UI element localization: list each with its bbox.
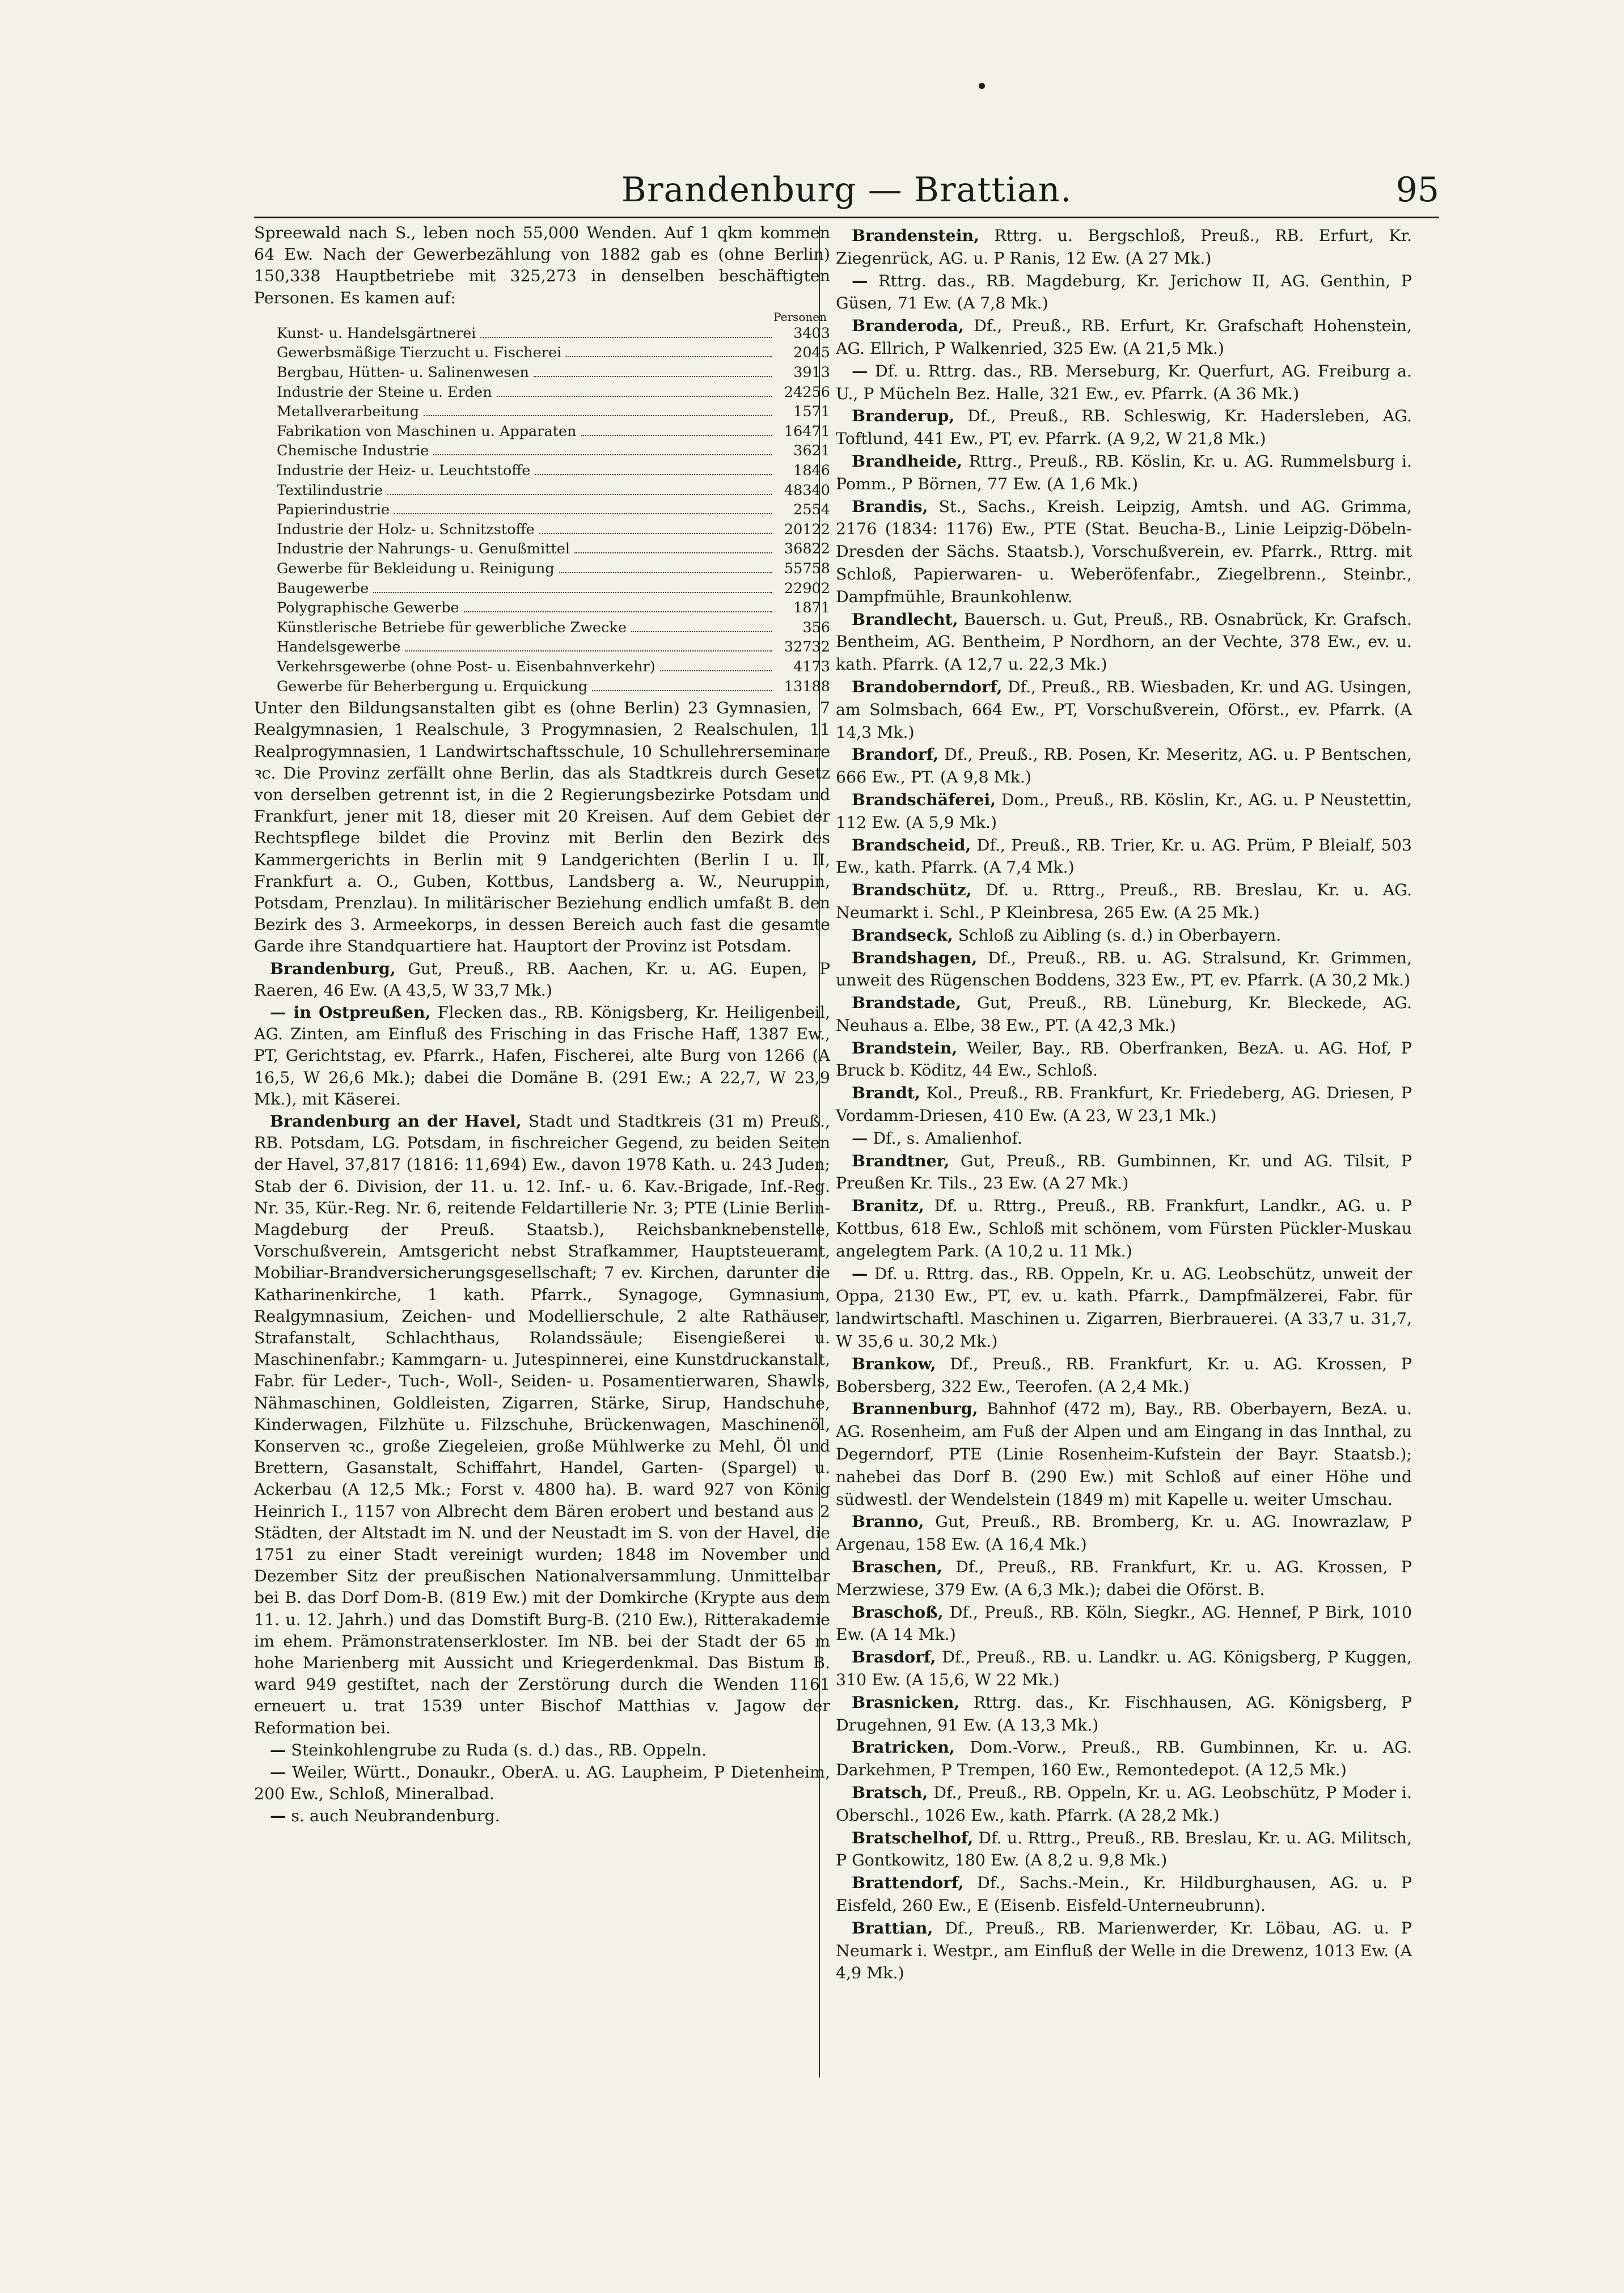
gazetteer-entry bbox=[836, 405, 1412, 450]
gazetteer-entry bbox=[836, 924, 1412, 947]
stats-value: 20122 bbox=[784, 521, 830, 538]
entry-text: Df., s. Amalienhof. bbox=[868, 1128, 1022, 1148]
stats-row bbox=[254, 402, 830, 422]
dot-leader bbox=[480, 337, 772, 338]
entry-text: Schloß zu Aibling (s. d.) in Oberbayern. bbox=[953, 925, 1282, 945]
stats-label: Industrie der Nahrungs- u. Genußmittel bbox=[277, 540, 570, 558]
entry-headword: Brandlecht, bbox=[852, 609, 958, 629]
gazetteer-entry bbox=[836, 1917, 1412, 1985]
stats-label: Industrie der Steine u. Erden bbox=[277, 383, 492, 401]
stats-row bbox=[254, 520, 830, 540]
gazetteer-entry bbox=[836, 1263, 1412, 1353]
gazetteer-entry bbox=[836, 270, 1412, 315]
entry-headword: Brandoberndorf, bbox=[852, 676, 1003, 696]
stats-label: Textilindustrie bbox=[277, 481, 383, 499]
dot-leader bbox=[464, 611, 772, 612]
header-rule bbox=[254, 217, 1439, 218]
gazetteer-entry bbox=[836, 1082, 1412, 1127]
entry-text: Rttrg. das., Kr. Fischhausen, AG. Königsberg, P Drugehnen, 91 Ew. (A 13,3 Mk.) bbox=[836, 1693, 1412, 1734]
dot-leader bbox=[566, 356, 772, 357]
stats-row bbox=[254, 441, 830, 461]
employment-table bbox=[254, 310, 830, 696]
entry-headword: Brandenburg an der Havel, bbox=[270, 1111, 522, 1131]
gazetteer-entry bbox=[836, 947, 1412, 992]
entry-text: Weiler, Bay., RB. Oberfranken, BezA. u. AG. Hof, P Bruck b. Köditz, 44 Ew., Schloß. bbox=[836, 1038, 1412, 1080]
entry-text: Gut, Preuß., RB. Gumbinnen, Kr. und AG. Tilsit, P Preußen Kr. Tils., 23 Ew. (A 27 Mk.) bbox=[836, 1151, 1412, 1193]
entry-text: Gut, Preuß., RB. Aachen, Kr. u. AG. Eupen, P Raeren, 46 Ew. (A 43,5, W 33,7 Mk.) bbox=[254, 959, 830, 1000]
entry-text: Rttrg. u. Bergschloß, Preuß., RB. Erfurt, Kr. Ziegenrück, AG. u. P Ranis, 12 Ew. (A 27 Mk.) bbox=[836, 226, 1412, 268]
entry-headword: Brandis, bbox=[852, 496, 928, 516]
stats-row bbox=[254, 422, 830, 442]
gazetteer-entry bbox=[836, 496, 1412, 608]
entry-headword: Brandorf, bbox=[852, 744, 939, 764]
dot-leader bbox=[373, 592, 772, 593]
dot-leader bbox=[592, 690, 772, 691]
stats-label: Papierindustrie bbox=[277, 501, 390, 519]
gazetteer-entry bbox=[836, 225, 1412, 270]
gazetteer-entry bbox=[836, 1827, 1412, 1872]
stats-label: Verkehrsgewerbe (ohne Post- u. Eisenbahnverkehr) bbox=[277, 658, 655, 675]
entry-headword: Brandstade, bbox=[852, 993, 962, 1013]
stats-label: Baugewerbe bbox=[277, 579, 369, 597]
entry-headword: — bbox=[270, 1740, 286, 1759]
stats-value: 16471 bbox=[784, 422, 830, 440]
gazetteer-entry bbox=[836, 608, 1412, 676]
entry-headword: Brandschütz, bbox=[852, 880, 972, 900]
entry-text: Df., Preuß., RB. u. Landkr. u. AG. Königsberg, P Kuggen, 310 Ew. (A 15,6, W 22 Mk.) bbox=[836, 1648, 1412, 1689]
dot-leader bbox=[534, 376, 772, 377]
entry-text: Df. u. Rttrg., Preuß., RB. Breslau, Kr. u. AG. Neumarkt i. Schl., P Kleinbresa, 265 Ew. (A 25 Mk.) bbox=[836, 881, 1412, 922]
gazetteer-entry bbox=[836, 360, 1412, 405]
stats-value: 36822 bbox=[784, 540, 830, 558]
entry-text: Df., Preuß., RB. u. AG. Stralsund, Kr. Grimmen, unweit des Rügenschen Boddens, 323 Ew., PT, ev. Pfarrk. (A 30,2 Mk.) bbox=[836, 948, 1412, 990]
stats-value: 55758 bbox=[784, 560, 830, 577]
gazetteer-entry bbox=[836, 450, 1412, 496]
entry-headword: — in Ostpreußen, bbox=[270, 1002, 431, 1022]
gazetteer-entry bbox=[836, 834, 1412, 879]
entry-text: Df., Sachs.-Mein., Kr. Hildburghausen, AG. u. P Eisfeld, 260 Ew., E (Eisenb. Eisfeld-Unterneubrunn). bbox=[836, 1873, 1412, 1915]
entry-text: Df., Preuß., RB. Köln, Siegkr., AG. Hennef, P Birk, 1010 Ew. (A 14 Mk.) bbox=[836, 1602, 1412, 1644]
gazetteer-entry bbox=[254, 1761, 830, 1805]
stats-label: Gewerbe für Beherbergung u. Erquickung bbox=[277, 678, 588, 695]
stats-row bbox=[254, 343, 830, 363]
stats-value: 1871 bbox=[793, 599, 830, 617]
gazetteer-entry bbox=[836, 1736, 1412, 1782]
dot-leader bbox=[581, 435, 772, 436]
entry-headword: Brandheide, bbox=[852, 451, 963, 471]
stats-row bbox=[254, 500, 830, 520]
dot-leader bbox=[631, 631, 772, 632]
stats-row bbox=[254, 637, 830, 657]
entry-text: Flecken das., RB. Königsberg, Kr. Heiligenbeil, AG. Zinten, am Einfluß des Frisching in das Frische Haff, 1387 Ew., PT, Gerichtstag, ev. Pfarrk., Hafen, Fischerei, alte Burg von 1266 (A 16,5, W 26,6 Mk.); dabei die Domäne B. (291 Ew.; A 22,7, W 23,9 Mk.), mit Käserei. bbox=[254, 1002, 830, 1109]
entry-headword: Brandseck, bbox=[852, 925, 953, 945]
stats-label: Kunst- u. Handelsgärtnerei bbox=[277, 324, 476, 342]
entry-text: Bauersch. u. Gut, Preuß., RB. Osnabrück, Kr. Grafsch. Bentheim, AG. Bentheim, P Nordhorn, an der Vechte, 378 Ew., ev. u. kath. Pfarrk. (A 12,7 u. 22,3 Mk.) bbox=[836, 610, 1412, 674]
gazetteer-entry bbox=[836, 879, 1412, 924]
stats-column-header: Personen bbox=[773, 310, 827, 324]
entry-headword: Brandshagen, bbox=[852, 947, 978, 967]
gazetteer-entry bbox=[254, 958, 830, 1001]
stats-row bbox=[254, 618, 830, 638]
entry-text: St., Sachs., Kreish. Leipzig, Amtsh. und AG. Grimma, 2176 (1834: 1176) Ew., PTE (Stat. Beucha-B., Linie Leipzig-Döbeln-Dresden der Sächs. Staatsb.), Vorschußverein, ev. Pfarrk., Rttrg. mit Schloß, Papierwaren- u. Weberöfenfabr., Ziegelbrenn., Steinbr., Dampfmühle, Braunkohlenw. bbox=[836, 497, 1412, 606]
dot-leader bbox=[394, 513, 772, 514]
entry-headword: Bratricken, bbox=[852, 1737, 955, 1757]
right-column bbox=[836, 225, 1412, 1985]
stats-row bbox=[254, 559, 830, 579]
gazetteer-entry bbox=[836, 1782, 1412, 1827]
entry-headword: Bratschelhof, bbox=[852, 1827, 974, 1847]
entry-text: Df., Preuß., RB. Schleswig, Kr. Hadersleben, AG. Toftlund, 441 Ew., PT, ev. Pfarrk. (A 9,2, W 21,8 Mk.) bbox=[836, 407, 1412, 449]
entry-headword: Braschoß, bbox=[852, 1602, 944, 1622]
entry-headword: Brankow, bbox=[852, 1353, 936, 1373]
entry-headword: Branitz, bbox=[852, 1196, 924, 1216]
dot-leader bbox=[535, 474, 772, 475]
gazetteer-entry bbox=[836, 1398, 1412, 1511]
stats-label: Bergbau, Hütten- u. Salinenwesen bbox=[277, 364, 529, 381]
entry-text: Df., Preuß., RB. Frankfurt, Kr. u. AG. Krossen, P Bobersberg, 322 Ew., Teerofen. (A 2,4 Mk.) bbox=[836, 1354, 1412, 1396]
entry-headword: Bratsch, bbox=[852, 1782, 928, 1802]
gazetteer-entry bbox=[836, 1127, 1412, 1150]
education-paragraph: Unter den Bildungsanstalten gibt es (ohne Berlin) 23 Gymnasien, 7 Realgymnasien, 1 Realschule, 3 Progymnasien, 2 Realschulen, 11 Realprogymnasien, 1 Landwirtschaftsschule, 10 Schullehrerseminare ꝛc. Die Provinz zerfällt ohne Berlin, das als Stadtkreis durch Gesetz von derselben getrennt ist, in die 2 Regierungsbezirke Potsdam und Frankfurt, jener mit 18, dieser mit 20 Kreisen. Auf dem Gebiet der Rechtspflege bildet die Provinz mit Berlin den Bezirk des Kammergerichts in Berlin mit 9 Landgerichten (Berlin I u. II, Frankfurt a. O., Guben, Kottbus, Landsberg a. W., Neuruppin, Potsdam, Prenzlau). In militärischer Beziehung endlich umfaßt B. den Bezirk des 3. Armeekorps, in dessen Bereich auch fast die gesamte Garde ihre Standquartiere hat. Hauptort der Provinz ist Potsdam. bbox=[254, 699, 830, 956]
stats-value: 2045 bbox=[793, 344, 830, 362]
entry-text: Df. u. Rttrg. das., RB. Merseburg, Kr. Querfurt, AG. Freiburg a. U., P Mücheln Bez. Halle, 321 Ew., ev. Pfarrk. (A 36 Mk.) bbox=[836, 361, 1412, 403]
entry-headword: Branderup, bbox=[852, 406, 955, 426]
entry-headword: Branno, bbox=[852, 1512, 924, 1532]
gazetteer-entry bbox=[836, 1601, 1412, 1647]
intro-paragraph: Spreewald nach S., leben noch 55,000 Wenden. Auf 1 qkm kommen 64 Ew. Nach der Gewerbezählung von 1882 gab es (ohne Berlin) 150,338 Hauptbetriebe mit 325,273 in denselben beschäftigten Personen. Es kamen auf: bbox=[254, 223, 830, 307]
running-title: Brandenburg — Brattian. bbox=[621, 170, 1072, 210]
dot-leader bbox=[574, 552, 772, 553]
entry-headword: Brandstein, bbox=[852, 1038, 958, 1057]
dot-leader bbox=[424, 415, 772, 416]
dot-leader bbox=[660, 670, 772, 671]
stats-row bbox=[254, 598, 830, 618]
entry-text: Df., Preuß., RB. Wiesbaden, Kr. und AG. Usingen, am Solmsbach, 664 Ew., PT, Vorschußverein, Oförst., ev. Pfarrk. (A 14,3 Mk.) bbox=[836, 677, 1412, 742]
entry-headword: Brannenburg, bbox=[852, 1399, 978, 1419]
stats-label: Industrie der Heiz- u. Leuchtstoffe bbox=[277, 462, 531, 479]
entry-text: s. auch Neubrandenburg. bbox=[286, 1807, 500, 1826]
gazetteer-entry bbox=[836, 1646, 1412, 1691]
page-header bbox=[254, 167, 1439, 213]
gazetteer-entry bbox=[836, 1037, 1412, 1082]
entry-headword: Brattian, bbox=[852, 1918, 933, 1937]
entry-text: Df., Preuß., RB. Marienwerder, Kr. Löbau, AG. u. P Neumark i. Westpr., am Einfluß der Welle in die Drewenz, 1013 Ew. (A 4,9 Mk.) bbox=[836, 1918, 1412, 1983]
entry-text: Df., Preuß., RB. Posen, Kr. Meseritz, AG. u. P Bentschen, 666 Ew., PT. (A 9,8 Mk.) bbox=[836, 745, 1412, 787]
entry-text: Gut, Preuß., RB. Bromberg, Kr. u. AG. Inowrazlaw, P Argenau, 158 Ew. (A 16,4 Mk.) bbox=[836, 1512, 1412, 1554]
entry-text: Df., Preuß., RB. Frankfurt, Kr. u. AG. Krossen, P Merzwiese, 379 Ew. (A 6,3 Mk.); dabei die Oförst. B. bbox=[836, 1558, 1412, 1599]
stats-label: Gewerbe für Bekleidung u. Reinigung bbox=[277, 560, 555, 577]
entry-text: Df., Preuß., RB. Erfurt, Kr. Grafschaft Hohenstein, AG. Ellrich, P Walkenried, 325 Ew. (A 21,5 Mk.) bbox=[836, 316, 1412, 358]
entry-headword: Branderoda, bbox=[852, 316, 964, 336]
entry-headword: Brandschäferei, bbox=[852, 789, 996, 809]
entry-headword: — bbox=[852, 1263, 868, 1283]
stats-value: 22902 bbox=[784, 579, 830, 597]
left-entries bbox=[254, 958, 830, 1827]
entry-text: Weiler, Württ., Donaukr., OberA. u. AG. Laupheim, P Dietenheim, 200 Ew., Schloß, Mineralbad. bbox=[254, 1763, 830, 1804]
gazetteer-entry bbox=[254, 1110, 830, 1739]
gazetteer-entry bbox=[836, 743, 1412, 789]
entry-headword: Brandtner, bbox=[852, 1150, 950, 1170]
entry-text: Df., Preuß., RB. Trier, Kr. u. AG. Prüm, P Bleialf, 503 Ew., kath. Pfarrk. (A 7,4 Mk.) bbox=[836, 835, 1412, 877]
stats-row bbox=[254, 383, 830, 403]
gazetteer-entry bbox=[836, 789, 1412, 834]
left-column bbox=[254, 222, 830, 1827]
stats-value: 3913 bbox=[793, 364, 830, 381]
entry-text: Dom.-Vorw., Preuß., RB. Gumbinnen, Kr. u. AG. Darkehmen, P Trempen, 160 Ew., Remontedepot. (A 12,5 Mk.) bbox=[836, 1738, 1412, 1780]
ornament-dot bbox=[979, 83, 985, 89]
stats-rows bbox=[254, 324, 830, 696]
stats-row bbox=[254, 324, 830, 344]
stats-row bbox=[254, 461, 830, 481]
gazetteer-entry bbox=[836, 315, 1412, 360]
gazetteer-entry bbox=[836, 1556, 1412, 1601]
entry-headword: Brandt, bbox=[852, 1083, 920, 1103]
entry-text: Rttrg. das., RB. Magdeburg, Kr. Jerichow II, AG. Genthin, P Güsen, 71 Ew. (A 7,8 Mk.) bbox=[836, 271, 1412, 313]
gazetteer-entry bbox=[836, 1691, 1412, 1737]
page-number: 95 bbox=[1395, 170, 1439, 210]
gazetteer-entry bbox=[836, 676, 1412, 743]
right-entries bbox=[836, 225, 1412, 1985]
entry-text: Bahnhof (472 m), Bay., RB. Oberbayern, BezA. u. AG. Rosenheim, am Fuß der Alpen und am Eingang in das Innthal, zu Degerndorf, PTE (Linie Rosenheim-Kufstein der Bayr. Staatsb.); nahebei das Dorf B. (290 Ew.) mit Schloß auf einer Höhe und südwestl. der Wendelstein (1849 m) mit Kapelle u. weiter Umschau. bbox=[836, 1399, 1412, 1509]
dot-leader bbox=[559, 572, 772, 573]
entry-headword: — bbox=[270, 1762, 286, 1782]
entry-headword: — bbox=[852, 270, 868, 290]
entry-text: Df. u. Rttrg. das., RB. Oppeln, Kr. u. AG. Leobschütz, unweit der Oppa, 2130 Ew., PT, ev. u. kath. Pfarrk., Dampfmälzerei, Fabr. für landwirtschaftl. Maschinen u. Zigarren, Bierbrauerei. (A 33,7 u. 31,7, W 35,6 u. 30,2 Mk.) bbox=[836, 1264, 1412, 1351]
entry-headword: — bbox=[852, 1128, 868, 1148]
entry-headword: Brandscheid, bbox=[852, 835, 971, 854]
stats-label: Gewerbsmäßige Tierzucht u. Fischerei bbox=[277, 344, 562, 362]
stats-label: Fabrikation von Maschinen u. Apparaten bbox=[277, 422, 577, 440]
stats-label: Handelsgewerbe bbox=[277, 638, 401, 656]
entry-headword: Brasdorf, bbox=[852, 1647, 936, 1667]
dot-leader bbox=[387, 494, 772, 495]
stats-label: Chemische Industrie bbox=[277, 442, 429, 460]
entry-headword: — bbox=[270, 1806, 286, 1826]
stats-value: 356 bbox=[802, 619, 830, 636]
entry-headword: Brandenburg, bbox=[270, 958, 396, 978]
stats-row bbox=[254, 579, 830, 599]
stats-label: Industrie der Holz- u. Schnitzstoffe bbox=[277, 521, 535, 538]
dot-leader bbox=[405, 650, 772, 651]
stats-value: 1846 bbox=[793, 462, 830, 479]
entry-headword: Brattendorf, bbox=[852, 1873, 964, 1893]
stats-label: Polygraphische Gewerbe bbox=[277, 599, 459, 617]
dot-leader bbox=[497, 396, 772, 397]
entry-text: Kol., Preuß., RB. Frankfurt, Kr. Friedeberg, AG. Driesen, P Vordamm-Driesen, 410 Ew. (A 23, W 23,1 Mk.) bbox=[836, 1084, 1412, 1126]
stats-row bbox=[254, 677, 830, 697]
stats-value: 24256 bbox=[784, 383, 830, 401]
entry-headword: — bbox=[852, 361, 868, 380]
stats-value: 4173 bbox=[793, 658, 830, 675]
entry-text: Rttrg., Preuß., RB. Köslin, Kr. u. AG. Rummelsburg i. Pomm., P Börnen, 77 Ew. (A 1,6 Mk.) bbox=[836, 451, 1412, 493]
gazetteer-entry bbox=[836, 1150, 1412, 1195]
stats-row bbox=[254, 481, 830, 501]
stats-value: 32732 bbox=[784, 638, 830, 656]
stats-value: 2554 bbox=[793, 501, 830, 519]
dot-leader bbox=[433, 454, 772, 455]
entry-headword: Braschen, bbox=[852, 1557, 942, 1577]
gazetteer-entry bbox=[254, 1001, 830, 1110]
gazetteer-entry bbox=[836, 1872, 1412, 1917]
stats-label: Metallverarbeitung bbox=[277, 403, 420, 421]
stats-value: 48340 bbox=[784, 481, 830, 499]
entry-text: Gut, Preuß., RB. Lüneburg, Kr. Bleckede, AG. Neuhaus a. Elbe, 38 Ew., PT. (A 42,3 Mk.) bbox=[836, 993, 1412, 1035]
stats-value: 13188 bbox=[784, 678, 830, 695]
entry-text: Df. u. Rttrg., Preuß., RB. Frankfurt, Landkr., AG. u. P Kottbus, 618 Ew., Schloß mit schönem, vom Fürsten Pückler-Muskau angelegtem Park. (A 10,2 u. 11 Mk.) bbox=[836, 1196, 1412, 1260]
entry-text: Stadt und Stadtkreis (31 m) Preuß., RB. Potsdam, LG. Potsdam, in fischreicher Gegend, zu beiden Seiten der Havel, 37,817 (1816: 11,694) Ew., davon 1978 Kath. u. 243 Juden; Stab der 6. Division, der 11. u. 12. Inf.- u. 6. Kav.-Brigade, Inf.-Reg. Nr. 35, Kür.-Reg. Nr. 6, reitende Feldartillerie Nr. 3; PTE (Linie Berlin-Magdeburg der Preuß. Staatsb.), Reichsbanknebenstelle, Vorschußverein, Amtsgericht nebst Strafkammer, Hauptsteueramt, Mobiliar-Brandversicherungsgesellschaft; 7 ev. Kirchen, darunter die Katharinenkirche, 1 kath. Pfarrk., Synagoge, Gymnasium, Realgymnasium, Zeichen- und Modellierschule, 2 alte Rathäuser, Strafanstalt, Schlachthaus, Rolandssäule; Eisengießerei u. Maschinenfabr.; Kammgarn- u. Jutespinnerei, eine Kunstdruckanstalt, Fabr. für Leder-, Tuch-, Woll-, Seiden- u. Posamentierwaren, Shawls, Nähmaschinen, Goldleisten, Zigarren, Stärke, Sirup, Handschuhe, Kinderwagen, Filzhüte u. Filzschuhe, Brückenwagen, Maschinenöl, Konserven ꝛc., große Ziegeleien, große Mühlwerke zu Mehl, Öl und Brettern, Gasanstalt, Schiffahrt, Handel, Garten- (Spargel) u. Ackerbau (A 12,5 Mk.; Forst v. 4800 ha). B. ward 927 von König Heinrich I., 1157 von Albrecht dem Bären erobert und bestand aus 2 Städten, der Altstadt im N. und der Neustadt im S. von der Havel, die 1751 zu einer Stadt vereinigt wurden; 1848 im November und Dezember Sitz der preußischen Nationalversammlung. Unmittelbar bei B. das Dorf Dom-B. (819 Ew.) mit der Domkirche (Krypte aus dem 11. u. 12. Jahrh.) und das Domstift Burg-B. (210 Ew.), Ritterakademie im ehem. Prämonstratenserkloster. Im NB. bei der Stadt der 65 m hohe Marienberg mit Aussicht und Kriegerdenkmal. Das Bistum B. ward 949 gestiftet, nach der Zerstörung durch die Wenden 1161 erneuert u. trat 1539 unter Bischof Matthias v. Jagow der Reformation bei. bbox=[254, 1111, 831, 1737]
stats-row bbox=[254, 539, 830, 559]
entry-headword: Brasnicken, bbox=[852, 1692, 960, 1712]
stats-row bbox=[254, 657, 830, 677]
gazetteer-entry bbox=[254, 1805, 830, 1827]
entry-text: Df., Preuß., RB. Oppeln, Kr. u. AG. Leobschütz, P Moder i. Oberschl., 1026 Ew., kath. Pfarrk. (A 28,2 Mk.) bbox=[836, 1783, 1412, 1825]
gazetteer-entry bbox=[836, 1511, 1412, 1556]
gazetteer-entry bbox=[836, 1353, 1412, 1398]
entry-headword: Brandenstein, bbox=[852, 226, 980, 245]
dot-leader bbox=[539, 533, 772, 534]
entry-text: Df. u. Rttrg., Preuß., RB. Breslau, Kr. u. AG. Militsch, P Gontkowitz, 180 Ew. (A 8,2 u. 9,8 Mk.) bbox=[836, 1828, 1412, 1870]
stats-label: Künstlerische Betriebe für gewerbliche Zwecke bbox=[277, 619, 627, 636]
stats-row bbox=[254, 363, 830, 383]
stats-value: 1571 bbox=[793, 403, 830, 421]
stats-value: 3403 bbox=[793, 324, 830, 342]
entry-text: Dom., Preuß., RB. Köslin, Kr., AG. u. P Neustettin, 112 Ew. (A 5,9 Mk.) bbox=[836, 790, 1412, 832]
gazetteer-entry bbox=[254, 1739, 830, 1761]
stats-value: 3621 bbox=[793, 442, 830, 460]
gazetteer-entry bbox=[836, 992, 1412, 1037]
entry-text: Steinkohlengrube zu Ruda (s. d.) das., RB. Oppeln. bbox=[286, 1740, 707, 1759]
gazetteer-entry bbox=[836, 1195, 1412, 1262]
